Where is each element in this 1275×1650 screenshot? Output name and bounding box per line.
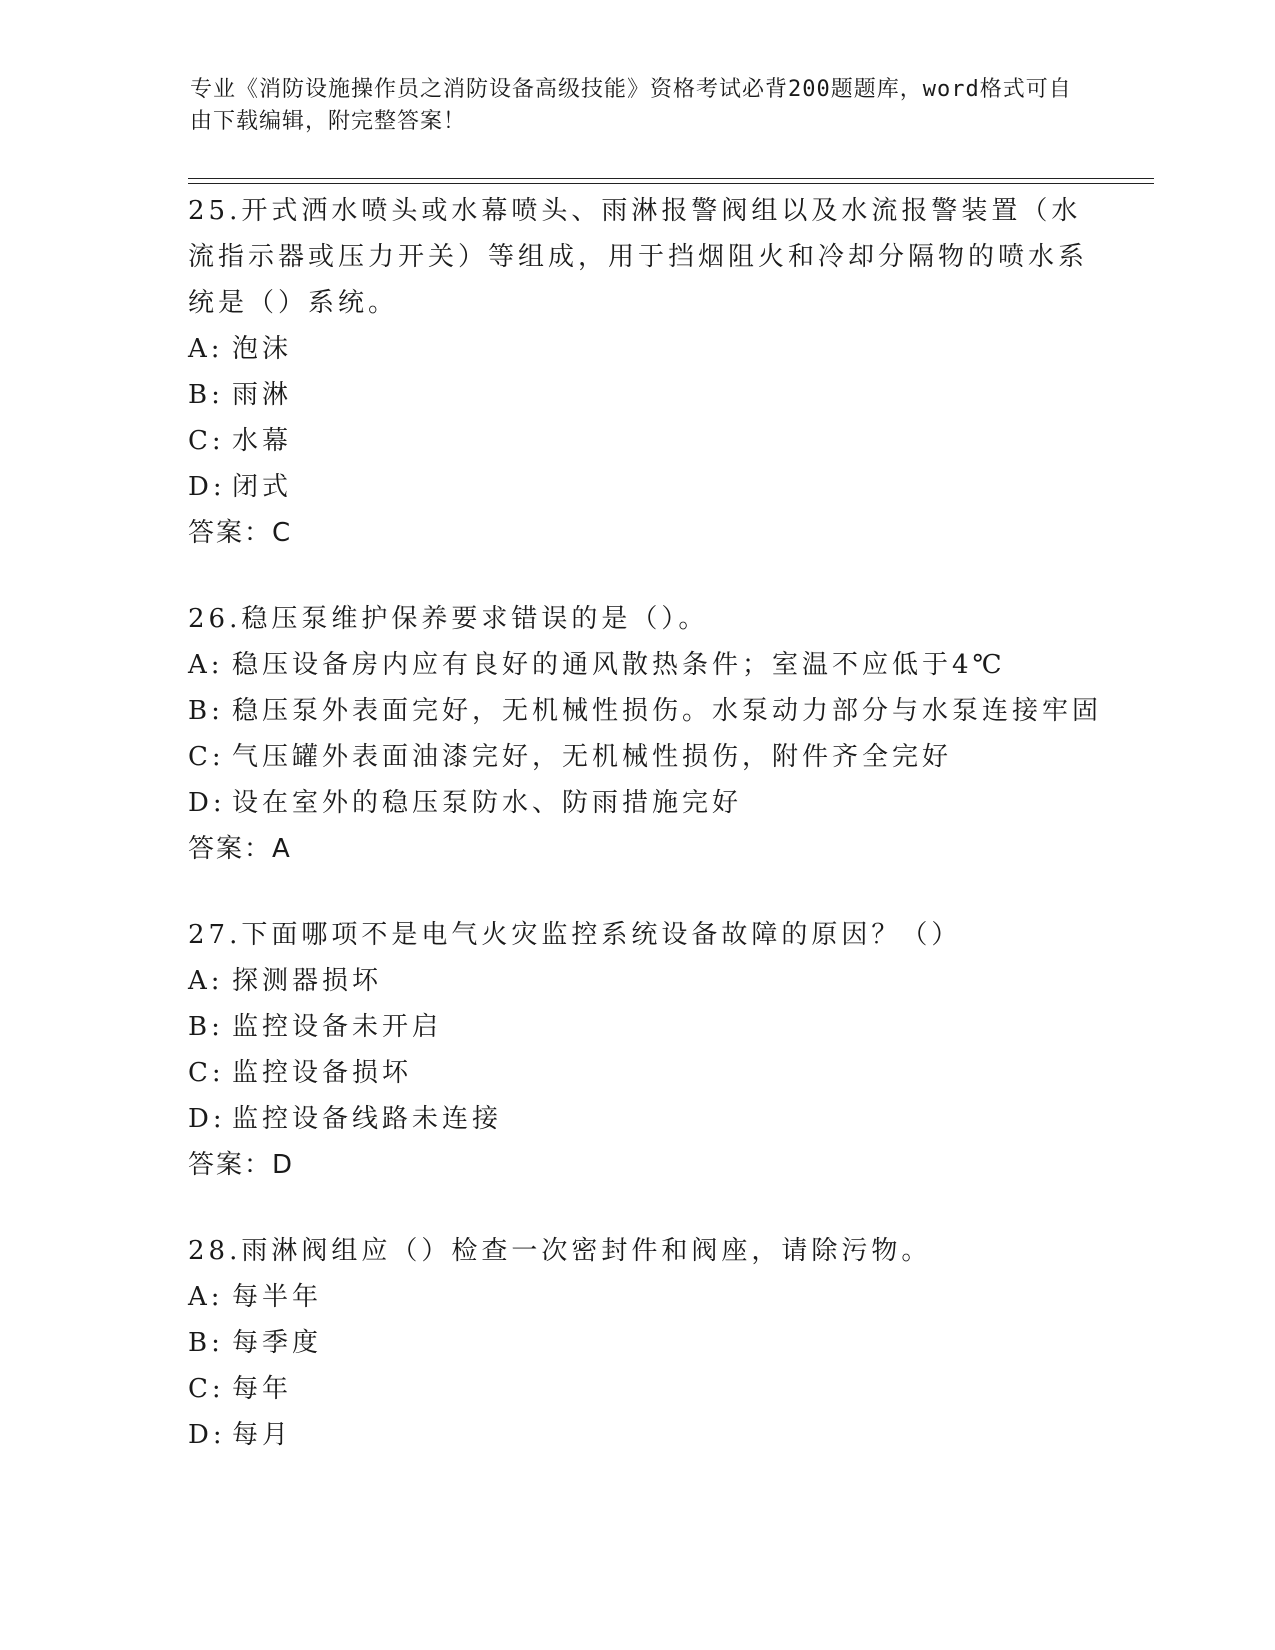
answer-line: 答案：A [188,834,292,864]
option-text: 水幕 [232,426,293,456]
option-c [188,734,1148,780]
question-26 [188,596,1148,872]
option-letter: A: [188,650,224,680]
option-text: 雨淋 [232,380,293,410]
option-text: 每季度 [232,1328,323,1358]
option-letter: B: [188,1012,224,1042]
question-text: 26.稳压泵维护保养要求错误的是（）。 [188,604,709,634]
option-letter: D: [188,788,226,818]
document-header: 专业《消防设施操作员之消防设备高级技能》资格考试必背200题题库，word格式可自由下载编辑，附完整答案！ [190,77,1072,134]
option-letter: C: [188,426,225,456]
header-divider-bottom [188,183,1154,184]
option-letter: B: [188,696,224,726]
option-text: 监控设备损坏 [232,1058,413,1088]
option-text: 每年 [232,1374,293,1404]
answer-line: 答案：D [188,1150,295,1180]
option-letter: C: [188,1058,225,1088]
option-text: 探测器损坏 [232,966,383,996]
option-text: 稳压设备房内应有良好的通风散热条件；室温不应低于4℃ [232,650,1006,680]
option-b [188,372,1148,418]
option-b [188,1004,1148,1050]
option-a [188,642,1148,688]
question-list [188,188,1148,1498]
option-letter: C: [188,742,225,772]
option-text: 气压罐外表面油漆完好，无机械性损伤，附件齐全完好 [232,742,953,772]
option-b [188,688,1148,734]
option-text: 监控设备线路未连接 [232,1104,503,1134]
option-a [188,958,1148,1004]
answer-line: 答案：C [188,518,293,548]
question-text: 27.下面哪项不是电气火灾监控系统设备故障的原因？（） [188,920,962,950]
option-a [188,1274,1148,1320]
question-28 [188,1228,1148,1458]
option-d [188,780,1148,826]
option-a [188,326,1148,372]
question-text: 28.雨淋阀组应（）检查一次密封件和阀座，请除污物。 [188,1236,932,1266]
option-letter: D: [188,1104,226,1134]
option-text: 闭式 [232,472,293,502]
option-c [188,1366,1148,1412]
option-d [188,464,1148,510]
option-c [188,1050,1148,1096]
option-text: 泡沫 [232,334,293,364]
option-d [188,1412,1148,1458]
option-b [188,1320,1148,1366]
option-letter: D: [188,1420,226,1450]
option-text: 监控设备未开启 [232,1012,443,1042]
option-letter: A: [188,1282,224,1312]
option-letter: A: [188,966,224,996]
option-text: 稳压泵外表面完好，无机械性损伤。水泵动力部分与水泵连接牢固 [232,696,1103,726]
option-text: 每半年 [232,1282,323,1312]
option-letter: B: [188,1328,224,1358]
option-letter: C: [188,1374,225,1404]
option-text: 设在室外的稳压泵防水、防雨措施完好 [232,788,743,818]
option-c [188,418,1148,464]
option-letter: B: [188,380,224,410]
question-27 [188,912,1148,1188]
question-25 [188,188,1148,556]
option-d [188,1096,1148,1142]
header-divider-top [188,178,1154,179]
option-letter: D: [188,472,226,502]
question-text: 25.开式洒水喷头或水幕喷头、雨淋报警阀组以及水流报警装置（水流指示器或压力开关）等组成，用于挡烟阻火和冷却分隔物的喷水系统是（）系统。 [188,196,1089,318]
option-text: 每月 [232,1420,293,1450]
option-letter: A: [188,334,224,364]
